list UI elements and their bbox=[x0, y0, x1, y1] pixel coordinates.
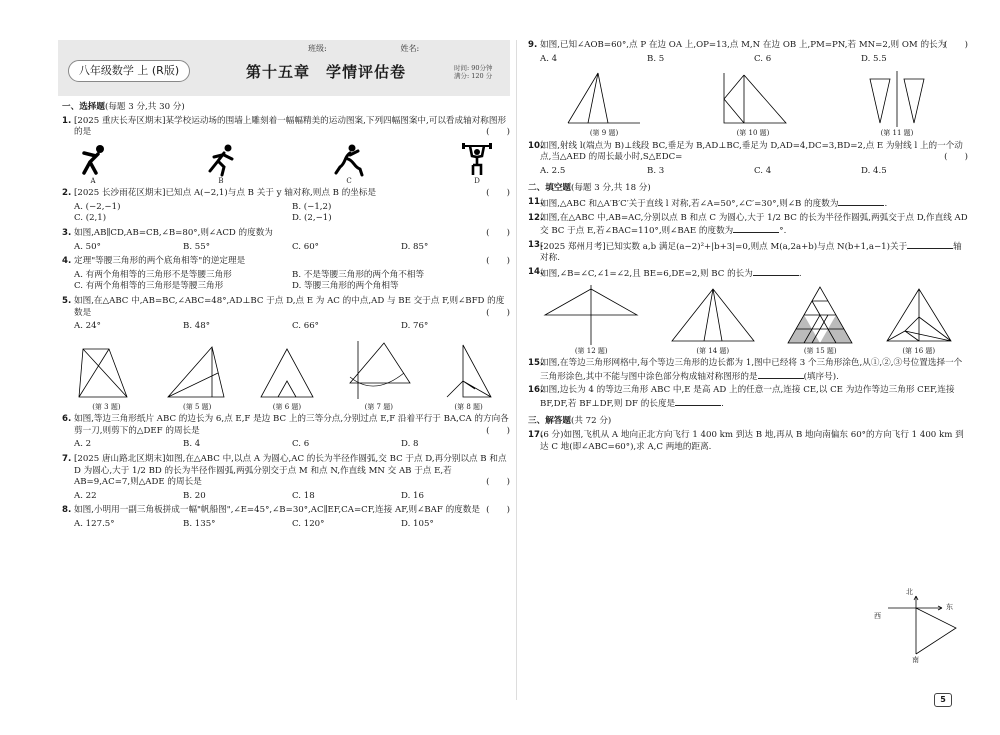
figure-caption: (第 7 题) bbox=[364, 402, 393, 411]
figure-q11 bbox=[862, 69, 932, 138]
option-b[interactable]: B. (−1,2) bbox=[292, 201, 332, 212]
question-text: 如图,小明用一副三角板拼成一幅"帆船图",∠E=45°,∠B=30°,AC∥EF,CA=CF,连接 AF,则∠BAF 的度数是 bbox=[74, 505, 480, 516]
volleyball-icon bbox=[76, 143, 110, 186]
section-fill bbox=[528, 183, 968, 195]
sport-icons bbox=[62, 143, 510, 186]
question-number: 2. bbox=[62, 188, 72, 199]
class-label: 班级: bbox=[308, 44, 327, 53]
question-number: 6. bbox=[62, 414, 72, 425]
page-number: 5 bbox=[934, 693, 952, 707]
option-c[interactable]: C. 6 bbox=[292, 439, 310, 450]
options-4 bbox=[62, 270, 510, 293]
question-number: 7. bbox=[62, 453, 72, 464]
figure-caption: (第 5 题) bbox=[183, 402, 212, 411]
question-3 bbox=[62, 228, 510, 240]
exam-score: 满分: 120 分 bbox=[454, 72, 493, 81]
question-number: 4. bbox=[62, 256, 72, 267]
page-title: 第十五章 学情评估卷 bbox=[246, 63, 407, 81]
section-title: 三、解答题 bbox=[528, 416, 571, 427]
answer-blank[interactable] bbox=[838, 197, 884, 206]
option-c[interactable]: C. 66° bbox=[292, 321, 319, 332]
header-banner bbox=[58, 40, 510, 96]
column-divider bbox=[516, 40, 517, 700]
figure-q15 bbox=[784, 285, 856, 356]
exam-time: 时间: 90分钟 bbox=[454, 64, 493, 72]
option-d[interactable]: D. 5.5 bbox=[861, 53, 887, 64]
section-title: 一、选择题 bbox=[62, 102, 105, 112]
figure-caption: (第 6 题) bbox=[272, 402, 302, 411]
figure-q6 bbox=[257, 343, 317, 412]
exam-meta bbox=[454, 64, 493, 81]
question-text: 如图,在△ABC 中,AB=AC,分别以点 B 和点 C 为圆心,大于 1/2 BC 的长为半径作圆弧,两弧交于点 D,作直线 AD 交 BC 于点 E,若∠BAC=110°,则∠BAE 的度数为 bbox=[540, 212, 968, 237]
question-16 bbox=[528, 385, 968, 410]
section-note: (共 72 分) bbox=[570, 416, 612, 427]
question-text: [2025 长沙雨花区期末]已知点 A(−2,1)与点 B 关于 y 轴对称,则点 B 的坐标是 bbox=[74, 188, 377, 199]
option-b[interactable]: B. 20 bbox=[183, 490, 206, 501]
figure-caption: (第 16 题) bbox=[902, 346, 936, 355]
figure-q8 bbox=[441, 341, 497, 412]
option-c[interactable]: C. 60° bbox=[292, 241, 319, 252]
option-a[interactable]: A. 有两个角相等的三角形不是等腰三角形 bbox=[74, 269, 232, 280]
question-number: 16. bbox=[528, 385, 544, 396]
question-text: 如图,在△ABC 中,AB=BC,∠ABC=48°,AD⊥BC 于点 D,点 E 为 AC 的中点,AD 与 BE 交于点 F,则∠BFD 的度数是 bbox=[74, 295, 505, 318]
options-2 bbox=[62, 202, 510, 225]
student-fields bbox=[308, 44, 419, 55]
question-text: 如图,已知∠AOB=60°,点 P 在边 OA 上,OP=13,点 M,N 在边 OB 上,PM=PN,若 MN=2,则 OM 的长为 bbox=[540, 40, 947, 50]
question-end: 轴对称. bbox=[540, 241, 962, 264]
answer-paren[interactable]: ( ) bbox=[944, 152, 968, 163]
question-2 bbox=[62, 188, 510, 200]
option-c[interactable]: C. 6 bbox=[754, 53, 772, 64]
question-1 bbox=[62, 116, 510, 139]
question-text: 如图,等边三角形纸片 ABC 的边长为 6,点 E,F 是边 BC 上的三等分点,分别过点 E,F 沿着平行于 BA,CA 的方向各剪一刀,则剪下的△DEF 的周长是 bbox=[74, 414, 509, 436]
question-text: (6 分)如图,飞机从 A 地向正北方向飞行 1 400 km 到达 B 地,再从 B 地向南偏东 60°的方向飞行 1 400 km 到达 C 地(即∠ABC=60°),求 A,C 两地的距离. bbox=[540, 429, 964, 452]
answer-paren[interactable]: ( ) bbox=[486, 477, 510, 488]
question-end: (填序号). bbox=[803, 371, 839, 382]
option-c[interactable]: C. 18 bbox=[292, 490, 315, 501]
figure-q12 bbox=[541, 285, 641, 356]
question-17 bbox=[528, 430, 968, 453]
question-4 bbox=[62, 256, 510, 268]
figure-q10 bbox=[716, 69, 790, 138]
name-label: 姓名: bbox=[400, 44, 420, 53]
figure-caption: (第 14 题) bbox=[696, 346, 730, 355]
option-a[interactable]: A. 2 bbox=[74, 439, 92, 450]
option-d[interactable]: D. (2,−1) bbox=[292, 213, 332, 224]
question-text: 如图,边长为 4 的等边三角形 ABC 中,E 是高 AD 上的任意一点,连接 CE,以 CE 为边作等边三角形 CEF,连接 BF,DF,若 BF⊥DF,则 DF 的长度是 bbox=[540, 385, 955, 409]
question-15 bbox=[528, 358, 968, 383]
question-text: 定理"等腰三角形的两个底角相等"的逆定理是 bbox=[74, 256, 246, 267]
option-label: C bbox=[346, 176, 352, 185]
figures-row-left bbox=[62, 337, 510, 412]
question-number: 1. bbox=[62, 115, 72, 126]
option-a[interactable]: A. 22 bbox=[74, 490, 97, 501]
section-title: 二、填空题 bbox=[528, 183, 571, 194]
answer-paren[interactable]: ( ) bbox=[486, 307, 510, 318]
question-9 bbox=[528, 40, 968, 52]
figure-caption: (第 10 题) bbox=[736, 129, 770, 138]
question-text: [2025 唐山路北区期末]如图,在△ABC 中,以点 A 为圆心,AC 的长为半径作圆弧,交 BC 于点 D,再分别以点 B 和点 D 为圆心,大于 1/2 BD 的长为半径作圆弧,两弧分别交于点 M 和点 N,作直线 MN 交 AB 于点 E,若 AB=9,AC=7,则△ADE 的周长是 bbox=[74, 453, 507, 488]
figure-caption: (第 3 题) bbox=[92, 402, 121, 411]
question-text: 如图,AB∥CD,AB=CB,∠B=80°,则∠ACD 的度数为 bbox=[74, 228, 273, 238]
question-text: [2025 重庆长寿区期末]某学校运动场的围墙上雕刻着一幅幅精美的运动图案,下列四幅图案中,可以看成轴对称图形的是 bbox=[74, 115, 507, 138]
figure-caption: (第 15 题) bbox=[803, 346, 837, 355]
compass-south: 南 bbox=[912, 656, 919, 664]
question-number: 8. bbox=[62, 505, 72, 516]
option-c[interactable]: C. 有两个角相等的三角形是等腰三角形 bbox=[74, 281, 224, 292]
section-answer bbox=[528, 416, 968, 428]
option-c[interactable]: C. (2,1) bbox=[74, 213, 107, 224]
question-11 bbox=[528, 197, 968, 211]
answer-blank[interactable] bbox=[753, 267, 799, 276]
figure-q3 bbox=[75, 343, 137, 412]
runner-icon bbox=[204, 143, 238, 186]
question-text: 如图,∠B=∠C,∠1=∠2,且 BE=6,DE=2,则 BC 的长为 bbox=[540, 268, 753, 279]
option-a[interactable]: A. 127.5° bbox=[74, 518, 115, 529]
figure-q5 bbox=[164, 343, 230, 412]
compass-east: 东 bbox=[946, 603, 953, 611]
answer-blank[interactable] bbox=[733, 224, 779, 233]
question-number: 12. bbox=[528, 212, 544, 223]
option-c[interactable]: C. 4 bbox=[754, 165, 772, 176]
answer-blank[interactable] bbox=[758, 370, 804, 379]
answer-blank[interactable] bbox=[907, 240, 953, 249]
question-number: 9. bbox=[528, 40, 538, 50]
option-b[interactable]: B. 48° bbox=[183, 321, 211, 332]
figure-q16 bbox=[883, 285, 955, 356]
answer-paren[interactable]: ( ) bbox=[486, 188, 510, 199]
question-number: 3. bbox=[62, 228, 72, 238]
answer-paren[interactable]: ( ) bbox=[486, 425, 510, 436]
option-a[interactable]: A. 2.5 bbox=[540, 165, 566, 176]
figure-caption: (第 12 题) bbox=[574, 346, 608, 355]
question-text: 如图,在等边三角形网格中,每个等边三角形的边长都为 1,图中已经将 3 个三角形涂色,从①,②,③号位置选择一个三角形涂色,其中不能与图中涂色部分构成轴对称图形的是 bbox=[540, 358, 963, 382]
answer-paren[interactable]: ( ) bbox=[486, 505, 510, 516]
option-a[interactable]: A. 4 bbox=[540, 53, 558, 64]
option-d[interactable]: D. 76° bbox=[401, 321, 429, 332]
options-5 bbox=[62, 321, 510, 333]
figures-row-right-2 bbox=[528, 285, 968, 356]
options-3 bbox=[62, 242, 510, 254]
options-7 bbox=[62, 491, 510, 503]
grade-label: 八年级数学 上 (R版) bbox=[68, 60, 190, 82]
answer-paren[interactable]: ( ) bbox=[944, 40, 968, 50]
question-end: . bbox=[721, 398, 724, 409]
left-column bbox=[62, 40, 510, 534]
options-8 bbox=[62, 519, 510, 531]
option-label: D bbox=[474, 176, 480, 185]
option-a[interactable]: A. 50° bbox=[74, 241, 101, 252]
answer-paren[interactable]: ( ) bbox=[486, 256, 510, 267]
option-b[interactable]: B. 135° bbox=[183, 518, 216, 529]
figure-caption: (第 8 题) bbox=[454, 402, 483, 411]
option-b[interactable]: B. 不是等腰三角形的两个角不相等 bbox=[292, 269, 425, 280]
question-end: °. bbox=[779, 226, 787, 237]
question-13 bbox=[528, 240, 968, 265]
options-9 bbox=[528, 54, 968, 66]
weightlifter-icon bbox=[460, 143, 494, 186]
section-choice bbox=[62, 102, 510, 114]
option-d[interactable]: D. 等腰三角形的两个角相等 bbox=[292, 281, 399, 292]
option-d[interactable]: D. 4.5 bbox=[861, 165, 887, 176]
option-a[interactable]: A. (−2,−1) bbox=[74, 201, 121, 212]
question-end: . bbox=[884, 199, 888, 209]
right-column bbox=[528, 40, 968, 664]
question-6 bbox=[62, 414, 510, 437]
option-a[interactable]: A. 24° bbox=[74, 321, 101, 332]
option-b[interactable]: B. 5 bbox=[647, 53, 665, 64]
option-b[interactable]: B. 55° bbox=[183, 241, 211, 252]
option-d[interactable]: D. 8 bbox=[401, 439, 419, 450]
question-10 bbox=[528, 141, 968, 164]
option-label: B bbox=[218, 176, 224, 185]
skater-icon bbox=[332, 143, 366, 186]
section-note: (每题 3 分,共 30 分) bbox=[104, 102, 185, 112]
figure-caption: (第 9 题) bbox=[589, 129, 619, 138]
option-d[interactable]: D. 16 bbox=[401, 490, 424, 501]
figure-q9 bbox=[564, 69, 644, 138]
compass-west: 西 bbox=[874, 612, 881, 620]
question-number: 14. bbox=[528, 266, 544, 277]
question-7 bbox=[62, 454, 510, 489]
option-label: A bbox=[90, 176, 96, 185]
option-b[interactable]: B. 4 bbox=[183, 439, 201, 450]
option-d[interactable]: D. 105° bbox=[401, 518, 434, 529]
question-5 bbox=[62, 296, 510, 319]
compass-north: 北 bbox=[906, 588, 913, 596]
question-text: 如图,射线 l(端点为 B)⊥线段 BC,垂足为 B,AD⊥BC,垂足为 D,AD=4,DC=3,BD=2,点 E 为射线 l 上的一个动点,当△AED 的周长最小时,S△EDC= bbox=[540, 140, 963, 163]
question-end: . bbox=[798, 268, 802, 279]
question-number: 5. bbox=[62, 295, 72, 306]
question-14 bbox=[528, 267, 968, 281]
question-number: 10. bbox=[528, 140, 544, 151]
question-number: 17. bbox=[528, 429, 544, 440]
option-d[interactable]: D. 85° bbox=[401, 241, 429, 252]
question-8 bbox=[62, 505, 510, 517]
answer-blank[interactable] bbox=[675, 397, 721, 406]
question-number: 15. bbox=[528, 358, 544, 368]
figures-row-right-1 bbox=[528, 69, 968, 138]
figure-q7 bbox=[344, 337, 414, 412]
question-number: 13. bbox=[528, 239, 544, 250]
options-10 bbox=[528, 166, 968, 178]
options-6 bbox=[62, 439, 510, 451]
section-note: (每题 3 分,共 18 分) bbox=[570, 183, 651, 194]
question-text: [2025 郑州月考]已知实数 a,b 满足(a−2)²+|b+3|=0,则点 M(a,2a+b)与点 N(b+1,a−1)关于 bbox=[540, 241, 908, 252]
answer-paren[interactable]: ( ) bbox=[486, 228, 510, 238]
figure-caption: (第 11 题) bbox=[880, 129, 914, 138]
figure-q14 bbox=[668, 285, 758, 356]
question-text: 如图,△ABC 和△A′B′C′关于直线 l 对称,若∠A=50°,∠C′=30°,则∠B 的度数为 bbox=[540, 199, 839, 209]
question-number: 11. bbox=[528, 197, 544, 207]
question-12 bbox=[528, 213, 968, 238]
option-c[interactable]: C. 120° bbox=[292, 518, 325, 529]
option-b[interactable]: B. 3 bbox=[647, 165, 665, 176]
figure-q17 bbox=[872, 588, 968, 668]
answer-paren[interactable]: ( ) bbox=[486, 127, 510, 138]
